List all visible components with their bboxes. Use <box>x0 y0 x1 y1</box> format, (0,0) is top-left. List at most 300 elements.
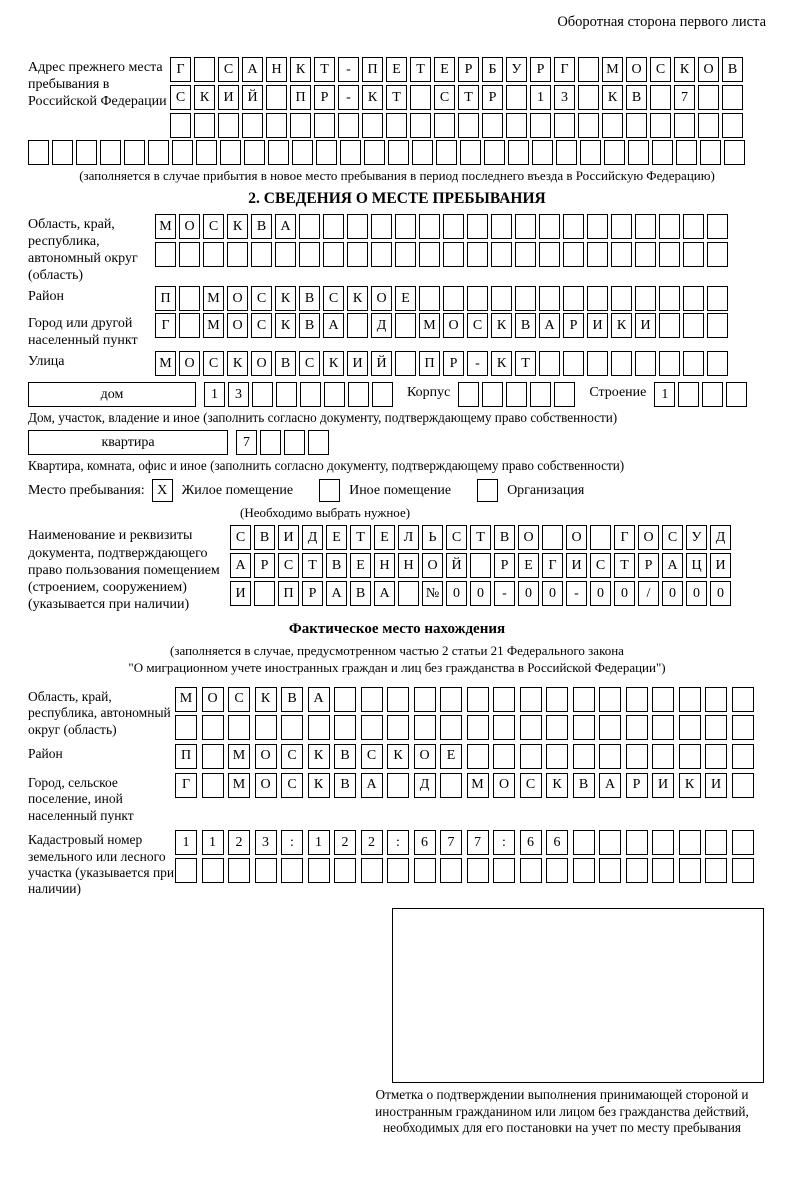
char-box[interactable]: Н <box>398 553 419 578</box>
char-box[interactable] <box>458 382 479 407</box>
char-box[interactable] <box>493 715 515 740</box>
char-box[interactable] <box>100 140 121 165</box>
char-box[interactable] <box>611 286 632 311</box>
char-box[interactable]: О <box>626 57 647 82</box>
char-box[interactable] <box>467 858 489 883</box>
char-box[interactable] <box>546 858 568 883</box>
char-box[interactable] <box>299 214 320 239</box>
char-box[interactable] <box>722 85 743 110</box>
char-box[interactable] <box>573 858 595 883</box>
char-box[interactable]: В <box>573 773 595 798</box>
char-box[interactable] <box>542 525 563 550</box>
char-box[interactable] <box>290 113 311 138</box>
char-box[interactable]: А <box>326 581 347 606</box>
char-box[interactable] <box>175 858 197 883</box>
char-box[interactable]: 7 <box>467 830 489 855</box>
char-box[interactable]: К <box>679 773 701 798</box>
char-box[interactable]: 1 <box>202 830 224 855</box>
char-box[interactable]: Р <box>314 85 335 110</box>
char-box[interactable]: М <box>203 286 224 311</box>
char-box[interactable]: Т <box>302 553 323 578</box>
char-box[interactable] <box>276 382 297 407</box>
char-box[interactable] <box>419 286 440 311</box>
char-box[interactable] <box>284 430 305 455</box>
char-box[interactable]: И <box>710 553 731 578</box>
char-box[interactable] <box>281 858 303 883</box>
char-box[interactable]: А <box>308 687 330 712</box>
char-box[interactable]: К <box>674 57 695 82</box>
char-box[interactable]: С <box>434 85 455 110</box>
char-box[interactable] <box>587 351 608 376</box>
char-box[interactable] <box>227 242 248 267</box>
char-box[interactable] <box>268 140 289 165</box>
char-box[interactable] <box>611 351 632 376</box>
char-box[interactable]: С <box>361 744 383 769</box>
char-box[interactable]: Г <box>155 313 176 338</box>
char-box[interactable]: Г <box>554 57 575 82</box>
char-box[interactable] <box>467 286 488 311</box>
char-box[interactable]: Й <box>446 553 467 578</box>
char-box[interactable] <box>255 858 277 883</box>
char-box[interactable] <box>602 113 623 138</box>
char-box[interactable] <box>493 858 515 883</box>
char-box[interactable] <box>179 313 200 338</box>
char-box[interactable] <box>530 113 551 138</box>
char-box[interactable]: Д <box>710 525 731 550</box>
char-box[interactable]: / <box>638 581 659 606</box>
char-box[interactable] <box>679 715 701 740</box>
char-box[interactable] <box>563 351 584 376</box>
char-box[interactable]: 0 <box>662 581 683 606</box>
char-box[interactable] <box>652 858 674 883</box>
char-box[interactable]: О <box>227 313 248 338</box>
char-box[interactable] <box>467 715 489 740</box>
char-box[interactable] <box>698 85 719 110</box>
char-box[interactable]: Т <box>410 57 431 82</box>
char-box[interactable]: И <box>566 553 587 578</box>
char-box[interactable]: Ь <box>422 525 443 550</box>
char-box[interactable]: В <box>281 687 303 712</box>
char-box[interactable]: К <box>255 687 277 712</box>
char-box[interactable] <box>202 744 224 769</box>
char-box[interactable]: П <box>290 85 311 110</box>
char-box[interactable] <box>228 858 250 883</box>
char-box[interactable] <box>308 715 330 740</box>
char-box[interactable]: О <box>255 773 277 798</box>
char-box[interactable]: О <box>566 525 587 550</box>
char-box[interactable] <box>563 242 584 267</box>
char-box[interactable] <box>334 715 356 740</box>
char-box[interactable]: К <box>290 57 311 82</box>
char-box[interactable]: Е <box>326 525 347 550</box>
char-box[interactable] <box>530 382 551 407</box>
char-box[interactable] <box>626 715 648 740</box>
char-box[interactable] <box>316 140 337 165</box>
char-box[interactable]: У <box>686 525 707 550</box>
char-box[interactable]: К <box>323 351 344 376</box>
char-box[interactable] <box>460 140 481 165</box>
char-box[interactable]: Р <box>626 773 648 798</box>
char-box[interactable]: 2 <box>228 830 250 855</box>
char-box[interactable]: Д <box>414 773 436 798</box>
char-box[interactable] <box>266 113 287 138</box>
char-box[interactable] <box>388 140 409 165</box>
char-box[interactable]: С <box>203 214 224 239</box>
char-box[interactable]: К <box>194 85 215 110</box>
char-box[interactable] <box>539 214 560 239</box>
char-box[interactable] <box>266 85 287 110</box>
char-box[interactable]: О <box>179 351 200 376</box>
char-box[interactable] <box>676 140 697 165</box>
char-box[interactable] <box>491 242 512 267</box>
char-box[interactable] <box>707 351 728 376</box>
char-box[interactable]: Р <box>458 57 479 82</box>
char-box[interactable]: О <box>251 351 272 376</box>
char-box[interactable]: Т <box>614 553 635 578</box>
char-box[interactable]: Т <box>515 351 536 376</box>
char-box[interactable]: Е <box>350 553 371 578</box>
char-box[interactable]: С <box>281 744 303 769</box>
char-box[interactable]: К <box>275 286 296 311</box>
char-box[interactable] <box>652 830 674 855</box>
char-box[interactable]: В <box>254 525 275 550</box>
char-box[interactable] <box>726 382 747 407</box>
char-box[interactable] <box>546 715 568 740</box>
char-box[interactable] <box>732 773 754 798</box>
char-box[interactable] <box>202 773 224 798</box>
char-box[interactable]: Н <box>266 57 287 82</box>
char-box[interactable]: М <box>155 214 176 239</box>
char-box[interactable]: - <box>467 351 488 376</box>
char-box[interactable] <box>361 687 383 712</box>
char-box[interactable] <box>348 382 369 407</box>
char-box[interactable]: 3 <box>255 830 277 855</box>
char-box[interactable] <box>372 382 393 407</box>
char-box[interactable]: С <box>299 351 320 376</box>
char-box[interactable] <box>228 715 250 740</box>
char-box[interactable] <box>707 313 728 338</box>
char-box[interactable]: - <box>566 581 587 606</box>
char-box[interactable] <box>587 242 608 267</box>
char-box[interactable]: Г <box>175 773 197 798</box>
char-box[interactable] <box>700 140 721 165</box>
char-box[interactable] <box>395 242 416 267</box>
char-box[interactable] <box>251 242 272 267</box>
char-box[interactable] <box>434 113 455 138</box>
char-box[interactable] <box>546 687 568 712</box>
char-box[interactable]: Т <box>350 525 371 550</box>
char-box[interactable] <box>467 687 489 712</box>
char-box[interactable] <box>702 382 723 407</box>
char-box[interactable] <box>650 85 671 110</box>
char-box[interactable] <box>387 858 409 883</box>
char-box[interactable] <box>532 140 553 165</box>
char-box[interactable]: У <box>506 57 527 82</box>
char-box[interactable] <box>300 382 321 407</box>
char-box[interactable] <box>683 313 704 338</box>
char-box[interactable]: В <box>326 553 347 578</box>
char-box[interactable]: Й <box>242 85 263 110</box>
char-box[interactable] <box>443 242 464 267</box>
char-box[interactable]: В <box>494 525 515 550</box>
char-box[interactable]: - <box>494 581 515 606</box>
apartment-type-box[interactable]: квартира <box>28 430 228 455</box>
char-box[interactable] <box>635 242 656 267</box>
char-box[interactable] <box>414 687 436 712</box>
char-box[interactable] <box>626 744 648 769</box>
char-box[interactable]: Ц <box>686 553 707 578</box>
char-box[interactable] <box>626 687 648 712</box>
char-box[interactable]: К <box>546 773 568 798</box>
char-box[interactable] <box>563 286 584 311</box>
char-box[interactable]: 0 <box>686 581 707 606</box>
char-box[interactable] <box>580 140 601 165</box>
char-box[interactable] <box>556 140 577 165</box>
char-box[interactable] <box>443 214 464 239</box>
char-box[interactable] <box>732 830 754 855</box>
char-box[interactable]: 1 <box>530 85 551 110</box>
char-box[interactable] <box>419 214 440 239</box>
char-box[interactable]: 0 <box>542 581 563 606</box>
char-box[interactable] <box>440 687 462 712</box>
char-box[interactable] <box>410 85 431 110</box>
char-box[interactable] <box>467 242 488 267</box>
other-premises-checkbox[interactable] <box>319 479 340 502</box>
char-box[interactable] <box>604 140 625 165</box>
char-box[interactable]: В <box>251 214 272 239</box>
char-box[interactable] <box>124 140 145 165</box>
char-box[interactable] <box>520 715 542 740</box>
char-box[interactable] <box>398 581 419 606</box>
char-box[interactable]: 6 <box>520 830 542 855</box>
char-box[interactable] <box>578 85 599 110</box>
char-box[interactable] <box>491 214 512 239</box>
char-box[interactable] <box>683 351 704 376</box>
char-box[interactable] <box>683 286 704 311</box>
char-box[interactable]: М <box>419 313 440 338</box>
char-box[interactable] <box>626 113 647 138</box>
char-box[interactable]: И <box>652 773 674 798</box>
char-box[interactable] <box>196 140 217 165</box>
char-box[interactable] <box>705 715 727 740</box>
char-box[interactable] <box>659 351 680 376</box>
char-box[interactable]: П <box>155 286 176 311</box>
char-box[interactable]: Й <box>371 351 392 376</box>
char-box[interactable] <box>395 351 416 376</box>
char-box[interactable] <box>467 744 489 769</box>
char-box[interactable]: Г <box>614 525 635 550</box>
char-box[interactable]: В <box>299 286 320 311</box>
char-box[interactable] <box>554 382 575 407</box>
char-box[interactable] <box>218 113 239 138</box>
char-box[interactable] <box>679 830 701 855</box>
char-box[interactable]: К <box>227 214 248 239</box>
char-box[interactable]: С <box>281 773 303 798</box>
char-box[interactable]: С <box>323 286 344 311</box>
char-box[interactable] <box>255 715 277 740</box>
char-box[interactable] <box>362 113 383 138</box>
char-box[interactable]: Р <box>482 85 503 110</box>
char-box[interactable] <box>412 140 433 165</box>
char-box[interactable] <box>482 382 503 407</box>
char-box[interactable]: И <box>230 581 251 606</box>
char-box[interactable]: М <box>175 687 197 712</box>
char-box[interactable]: 6 <box>414 830 436 855</box>
char-box[interactable]: 0 <box>590 581 611 606</box>
char-box[interactable]: Е <box>440 744 462 769</box>
char-box[interactable]: О <box>255 744 277 769</box>
char-box[interactable] <box>506 85 527 110</box>
char-box[interactable]: В <box>626 85 647 110</box>
char-box[interactable]: Е <box>386 57 407 82</box>
char-box[interactable]: 1 <box>654 382 675 407</box>
char-box[interactable]: С <box>230 525 251 550</box>
char-box[interactable] <box>387 715 409 740</box>
char-box[interactable]: В <box>299 313 320 338</box>
char-box[interactable]: М <box>155 351 176 376</box>
char-box[interactable]: К <box>362 85 383 110</box>
char-box[interactable] <box>626 858 648 883</box>
char-box[interactable] <box>308 858 330 883</box>
char-box[interactable]: К <box>602 85 623 110</box>
char-box[interactable] <box>194 113 215 138</box>
char-box[interactable]: Д <box>302 525 323 550</box>
char-box[interactable]: А <box>242 57 263 82</box>
char-box[interactable]: Л <box>398 525 419 550</box>
char-box[interactable]: И <box>278 525 299 550</box>
char-box[interactable]: О <box>518 525 539 550</box>
char-box[interactable]: 2 <box>361 830 383 855</box>
char-box[interactable] <box>659 286 680 311</box>
char-box[interactable] <box>679 744 701 769</box>
char-box[interactable]: О <box>443 313 464 338</box>
char-box[interactable] <box>578 113 599 138</box>
char-box[interactable] <box>652 744 674 769</box>
char-box[interactable]: К <box>611 313 632 338</box>
char-box[interactable]: 0 <box>614 581 635 606</box>
char-box[interactable] <box>599 830 621 855</box>
char-box[interactable] <box>678 382 699 407</box>
char-box[interactable]: Е <box>518 553 539 578</box>
organization-checkbox[interactable] <box>477 479 498 502</box>
char-box[interactable] <box>242 113 263 138</box>
char-box[interactable] <box>484 140 505 165</box>
char-box[interactable]: С <box>228 687 250 712</box>
char-box[interactable] <box>698 113 719 138</box>
char-box[interactable] <box>573 715 595 740</box>
char-box[interactable]: Т <box>458 85 479 110</box>
char-box[interactable] <box>410 113 431 138</box>
char-box[interactable]: О <box>414 744 436 769</box>
char-box[interactable]: С <box>650 57 671 82</box>
char-box[interactable]: М <box>467 773 489 798</box>
char-box[interactable] <box>308 430 329 455</box>
char-box[interactable]: В <box>334 744 356 769</box>
char-box[interactable] <box>659 313 680 338</box>
char-box[interactable]: 0 <box>518 581 539 606</box>
char-box[interactable] <box>539 286 560 311</box>
char-box[interactable] <box>635 351 656 376</box>
char-box[interactable]: Р <box>254 553 275 578</box>
char-box[interactable]: А <box>599 773 621 798</box>
char-box[interactable]: О <box>638 525 659 550</box>
char-box[interactable]: 3 <box>228 382 249 407</box>
char-box[interactable]: Т <box>386 85 407 110</box>
char-box[interactable] <box>539 351 560 376</box>
char-box[interactable] <box>371 242 392 267</box>
char-box[interactable] <box>292 140 313 165</box>
char-box[interactable] <box>371 214 392 239</box>
char-box[interactable] <box>626 830 648 855</box>
char-box[interactable] <box>520 687 542 712</box>
char-box[interactable]: Р <box>530 57 551 82</box>
char-box[interactable] <box>395 313 416 338</box>
char-box[interactable]: 6 <box>546 830 568 855</box>
char-box[interactable] <box>587 214 608 239</box>
char-box[interactable]: 0 <box>470 581 491 606</box>
char-box[interactable]: А <box>230 553 251 578</box>
char-box[interactable]: К <box>491 351 512 376</box>
char-box[interactable]: И <box>218 85 239 110</box>
char-box[interactable] <box>493 744 515 769</box>
char-box[interactable] <box>202 715 224 740</box>
char-box[interactable]: В <box>722 57 743 82</box>
char-box[interactable] <box>599 858 621 883</box>
char-box[interactable] <box>387 773 409 798</box>
char-box[interactable] <box>324 382 345 407</box>
char-box[interactable] <box>179 286 200 311</box>
char-box[interactable]: М <box>228 744 250 769</box>
char-box[interactable] <box>611 242 632 267</box>
char-box[interactable] <box>705 830 727 855</box>
char-box[interactable] <box>506 113 527 138</box>
char-box[interactable] <box>599 744 621 769</box>
char-box[interactable]: Р <box>638 553 659 578</box>
char-box[interactable]: 3 <box>554 85 575 110</box>
char-box[interactable]: В <box>275 351 296 376</box>
char-box[interactable] <box>338 113 359 138</box>
char-box[interactable] <box>515 242 536 267</box>
char-box[interactable] <box>334 687 356 712</box>
char-box[interactable]: Р <box>494 553 515 578</box>
house-type-box[interactable]: дом <box>28 382 196 407</box>
char-box[interactable] <box>347 214 368 239</box>
char-box[interactable]: М <box>602 57 623 82</box>
char-box[interactable] <box>299 242 320 267</box>
char-box[interactable]: Р <box>302 581 323 606</box>
char-box[interactable]: С <box>467 313 488 338</box>
char-box[interactable]: П <box>175 744 197 769</box>
char-box[interactable] <box>467 214 488 239</box>
char-box[interactable]: К <box>308 773 330 798</box>
char-box[interactable] <box>323 214 344 239</box>
char-box[interactable] <box>260 430 281 455</box>
char-box[interactable]: И <box>587 313 608 338</box>
char-box[interactable] <box>361 715 383 740</box>
char-box[interactable]: 7 <box>674 85 695 110</box>
char-box[interactable] <box>705 858 727 883</box>
char-box[interactable] <box>508 140 529 165</box>
char-box[interactable]: О <box>227 286 248 311</box>
char-box[interactable] <box>520 744 542 769</box>
char-box[interactable]: Р <box>443 351 464 376</box>
char-box[interactable] <box>705 744 727 769</box>
char-box[interactable]: С <box>278 553 299 578</box>
char-box[interactable] <box>659 214 680 239</box>
char-box[interactable]: - <box>338 85 359 110</box>
char-box[interactable] <box>28 140 49 165</box>
char-box[interactable] <box>635 214 656 239</box>
